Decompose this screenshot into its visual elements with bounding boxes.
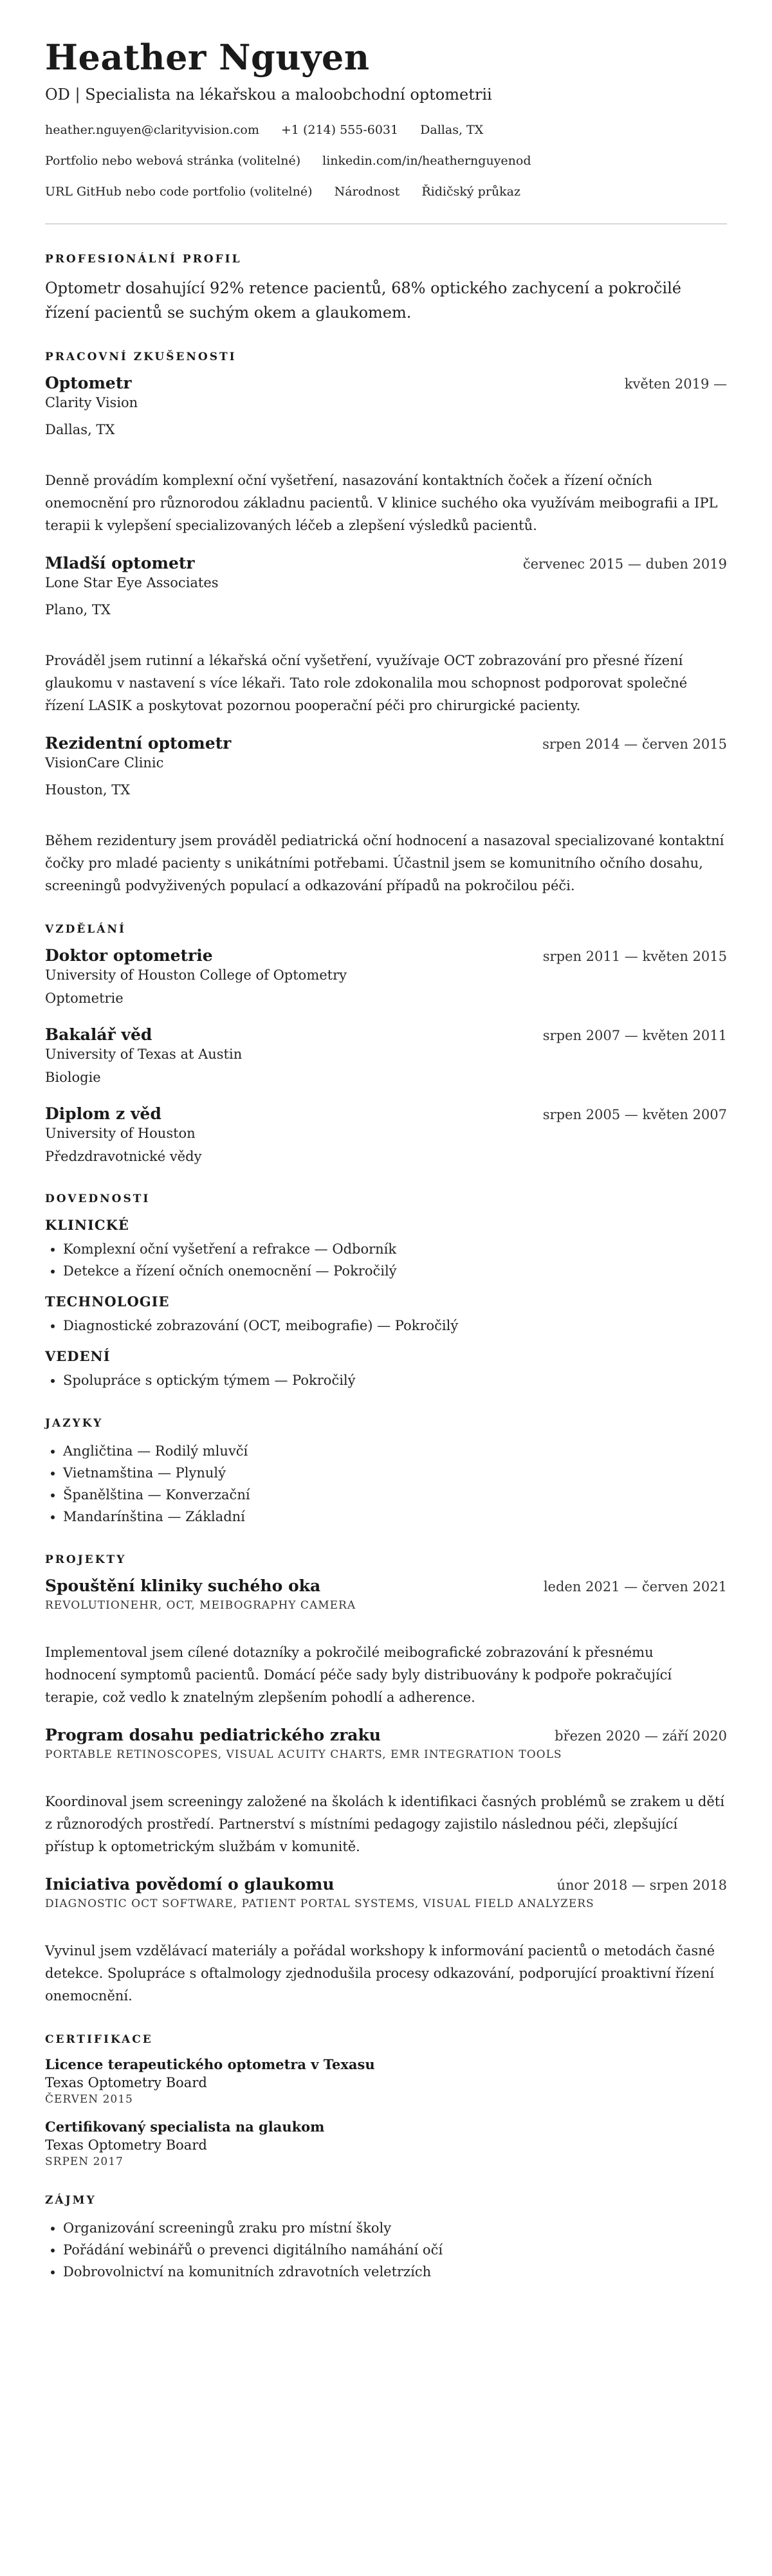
job-title: Rezidentní optometr <box>45 734 232 753</box>
language-item: • Angličtina — Rodilý mluvčí <box>63 1440 727 1462</box>
certification-name: Licence terapeutického optometra v Texasu <box>45 2056 375 2073</box>
certifications-section <box>45 2033 727 2168</box>
project-description: Vyvinul jsem vzdělávací materiály a pořádal workshopy k informování pacientů o metodách časné detekce. Spolupráce s oftalmology zjednodušila procesy odkazování, podporující proaktivní řízení onemocnění. <box>45 1943 715 2004</box>
contact-row <box>45 182 727 201</box>
education-entry <box>45 1025 727 1088</box>
certification-date: SRPEN 2017 <box>45 2155 124 2169</box>
education-dates: srpen 2011 — květen 2015 <box>542 949 727 965</box>
section-title-skills: DOVEDNOSTI <box>45 1192 151 1206</box>
experience-entry <box>45 374 727 537</box>
project-name: Spouštění kliniky suchého oka <box>45 1576 321 1596</box>
job-description: Denně provádím komplexní oční vyšetření, nasazování kontaktních čoček a řízení očních onemocnění pro různorodou základnu pacientů. V klinice suchého oka využívám meibografii a IPL terapii k vylepšení specializovaných léčeb a zlepšení výsledků pacientů. <box>45 473 718 534</box>
school-name: University of Houston <box>45 1126 196 1142</box>
section-title-interests: ZÁJMY <box>45 2194 96 2207</box>
experience-section <box>45 351 727 897</box>
project-name: Iniciativa povědomí o glaukomu <box>45 1875 335 1894</box>
project-tech: PORTABLE RETINOSCOPES, VISUAL ACUITY CHARTS, EMR INTEGRATION TOOLS <box>45 1748 562 1762</box>
project-entry <box>45 1576 727 1709</box>
education-section <box>45 923 727 1167</box>
project-description: Koordinoval jsem screeningy založené na školách k identifikaci časných problémů se zrakem u dětí z různorodých prostředí. Partnerství s místními pedagogy zajistilo následnou péči, zlepšující přístup k optometrickým službám v komunitě. <box>45 1794 724 1855</box>
job-title: Optometr <box>45 374 132 393</box>
license-text: Řidičský průkaz <box>421 185 520 199</box>
education-dates: srpen 2005 — květen 2007 <box>542 1107 727 1123</box>
company-name: VisionCare Clinic <box>45 755 164 771</box>
interest-item: • Pořádání webinářů o prevenci digitálního namáhání očí <box>63 2239 727 2261</box>
job-location: Houston, TX <box>45 782 131 798</box>
experience-entry <box>45 554 727 717</box>
language-item: • Španělština — Konverzační <box>63 1484 727 1506</box>
project-dates: březen 2020 — září 2020 <box>555 1728 727 1744</box>
section-title-experience: PRACOVNÍ ZKUŠENOSTI <box>45 351 237 364</box>
nationality-text: Národnost <box>334 185 400 199</box>
skill-item: • Komplexní oční vyšetření a refrakce — Odborník <box>63 1238 727 1260</box>
skill-category: KLINICKÉ <box>45 1217 129 1234</box>
skills-section <box>45 1192 727 1391</box>
field-of-study: Optometrie <box>45 991 124 1007</box>
skill-list <box>45 1369 727 1391</box>
skill-item: • Detekce a řízení očních onemocnění — Pokročilý <box>63 1260 727 1282</box>
certification-entry <box>45 2056 727 2106</box>
language-list <box>45 1440 727 1528</box>
project-dates: únor 2018 — srpen 2018 <box>556 1877 727 1894</box>
language-item: • Vietnamština — Plynulý <box>63 1462 727 1484</box>
degree-title: Doktor optometrie <box>45 946 213 965</box>
location-text: Dallas, TX <box>420 123 484 138</box>
skill-item: • Spolupráce s optickým týmem — Pokročilý <box>63 1369 727 1391</box>
certification-entry <box>45 2119 727 2168</box>
profile-summary: Optometr dosahující 92% retence pacientů, 68% optického zachycení a pokročilé řízení pacientů se suchým okem a glaukomem. <box>45 279 681 322</box>
skill-item: • Diagnostické zobrazování (OCT, meibografie) — Pokročilý <box>63 1315 727 1337</box>
skill-category: TECHNOLOGIE <box>45 1293 170 1310</box>
field-of-study: Biologie <box>45 1070 101 1086</box>
email-link[interactable]: heather.nguyen@clarityvision.com <box>45 123 259 138</box>
company-name: Lone Star Eye Associates <box>45 575 219 591</box>
language-item: • Mandarínština — Základní <box>63 1506 727 1528</box>
degree-title: Diplom z věd <box>45 1104 161 1124</box>
education-entry <box>45 946 727 1009</box>
project-name: Program dosahu pediatrického zraku <box>45 1726 381 1745</box>
contact-row <box>45 120 727 140</box>
experience-entry <box>45 734 727 897</box>
job-description: Prováděl jsem rutinní a lékařská oční vyšetření, využívaje OCT zobrazování pro přesné řízení glaukomu v nastavení s více lékaři. Tato role zdokonalila mou schopnost podporovat společné řízení LASIK a poskytovat pozornou pooperační péči pro chirurgické pacienty. <box>45 653 688 714</box>
portfolio-link[interactable]: Portfolio nebo webová stránka (volitelné) <box>45 154 301 169</box>
linkedin-link[interactable]: linkedin.com/in/heathernguyenod <box>322 154 531 169</box>
interest-item: • Organizování screeningů zraku pro místní školy <box>63 2217 727 2239</box>
project-tech: DIAGNOSTIC OCT SOFTWARE, PATIENT PORTAL SYSTEMS, VISUAL FIELD ANALYZERS <box>45 1897 594 1911</box>
field-of-study: Předzdravotnické vědy <box>45 1149 202 1165</box>
school-name: University of Houston College of Optometry <box>45 967 347 983</box>
project-dates: leden 2021 — červen 2021 <box>543 1579 727 1595</box>
job-dates: srpen 2014 — červen 2015 <box>542 736 727 753</box>
project-description: Implementoval jsem cílené dotazníky a pokročilé meibografické zobrazování k přesnému hodnocení symptomů pacientů. Domácí péče sady byly distribuovány k podpoře pokračující terapie, což vedlo k znatelným zlepšením pohodlí a adherence. <box>45 1645 672 1706</box>
projects-section <box>45 1553 727 2007</box>
contact-row <box>45 151 727 170</box>
certification-issuer: Texas Optometry Board <box>45 2075 207 2091</box>
certification-issuer: Texas Optometry Board <box>45 2137 207 2153</box>
degree-title: Bakalář věd <box>45 1025 152 1045</box>
skill-list <box>45 1315 727 1337</box>
job-location: Dallas, TX <box>45 422 115 438</box>
section-title-profile: PROFESIONÁLNÍ PROFIL <box>45 253 242 266</box>
interest-list <box>45 2217 727 2283</box>
certification-name: Certifikovaný specialista na glaukom <box>45 2119 325 2135</box>
school-name: University of Texas at Austin <box>45 1046 243 1063</box>
job-location: Plano, TX <box>45 602 111 618</box>
interests-section <box>45 2194 727 2283</box>
section-title-certifications: CERTIFIKACE <box>45 2033 153 2047</box>
interest-item: • Dobrovolnictví na komunitních zdravotních veletrzích <box>63 2261 727 2283</box>
job-dates: červenec 2015 — duben 2019 <box>522 556 727 572</box>
section-title-education: VZDĚLÁNÍ <box>45 923 126 936</box>
project-entry <box>45 1726 727 1858</box>
languages-section <box>45 1417 727 1528</box>
project-tech: REVOLUTIONEHR, OCT, MEIBOGRAPHY CAMERA <box>45 1599 356 1612</box>
job-title: Mladší optometr <box>45 554 195 573</box>
education-dates: srpen 2007 — květen 2011 <box>542 1028 727 1044</box>
headline: OD | Specialista na lékařskou a maloobchodní optometrii <box>45 86 492 104</box>
section-title-languages: JAZYKY <box>45 1417 104 1430</box>
skill-category: VEDENÍ <box>45 1348 111 1365</box>
phone-link[interactable]: +1 (214) 555-6031 <box>280 123 399 138</box>
certification-date: ČERVEN 2015 <box>45 2093 133 2106</box>
section-title-projects: PROJEKTY <box>45 1553 127 1567</box>
candidate-name: Heather Nguyen <box>45 37 370 78</box>
github-link[interactable]: URL GitHub nebo code portfolio (volitelné) <box>45 185 313 199</box>
company-name: Clarity Vision <box>45 395 138 411</box>
education-entry <box>45 1104 727 1167</box>
skill-list <box>45 1238 727 1282</box>
job-description: Během rezidentury jsem prováděl pediatrická oční hodnocení a nasazoval specializované kontaktní čočky pro mladé pacienty s unikátními potřebami. Účastnil jsem se komunitního očního dosahu, screeningů podvyživených populací a odkazování případů na pokročilou péči. <box>45 833 724 894</box>
project-entry <box>45 1875 727 2007</box>
divider <box>45 223 727 224</box>
job-dates: květen 2019 — <box>624 376 727 392</box>
